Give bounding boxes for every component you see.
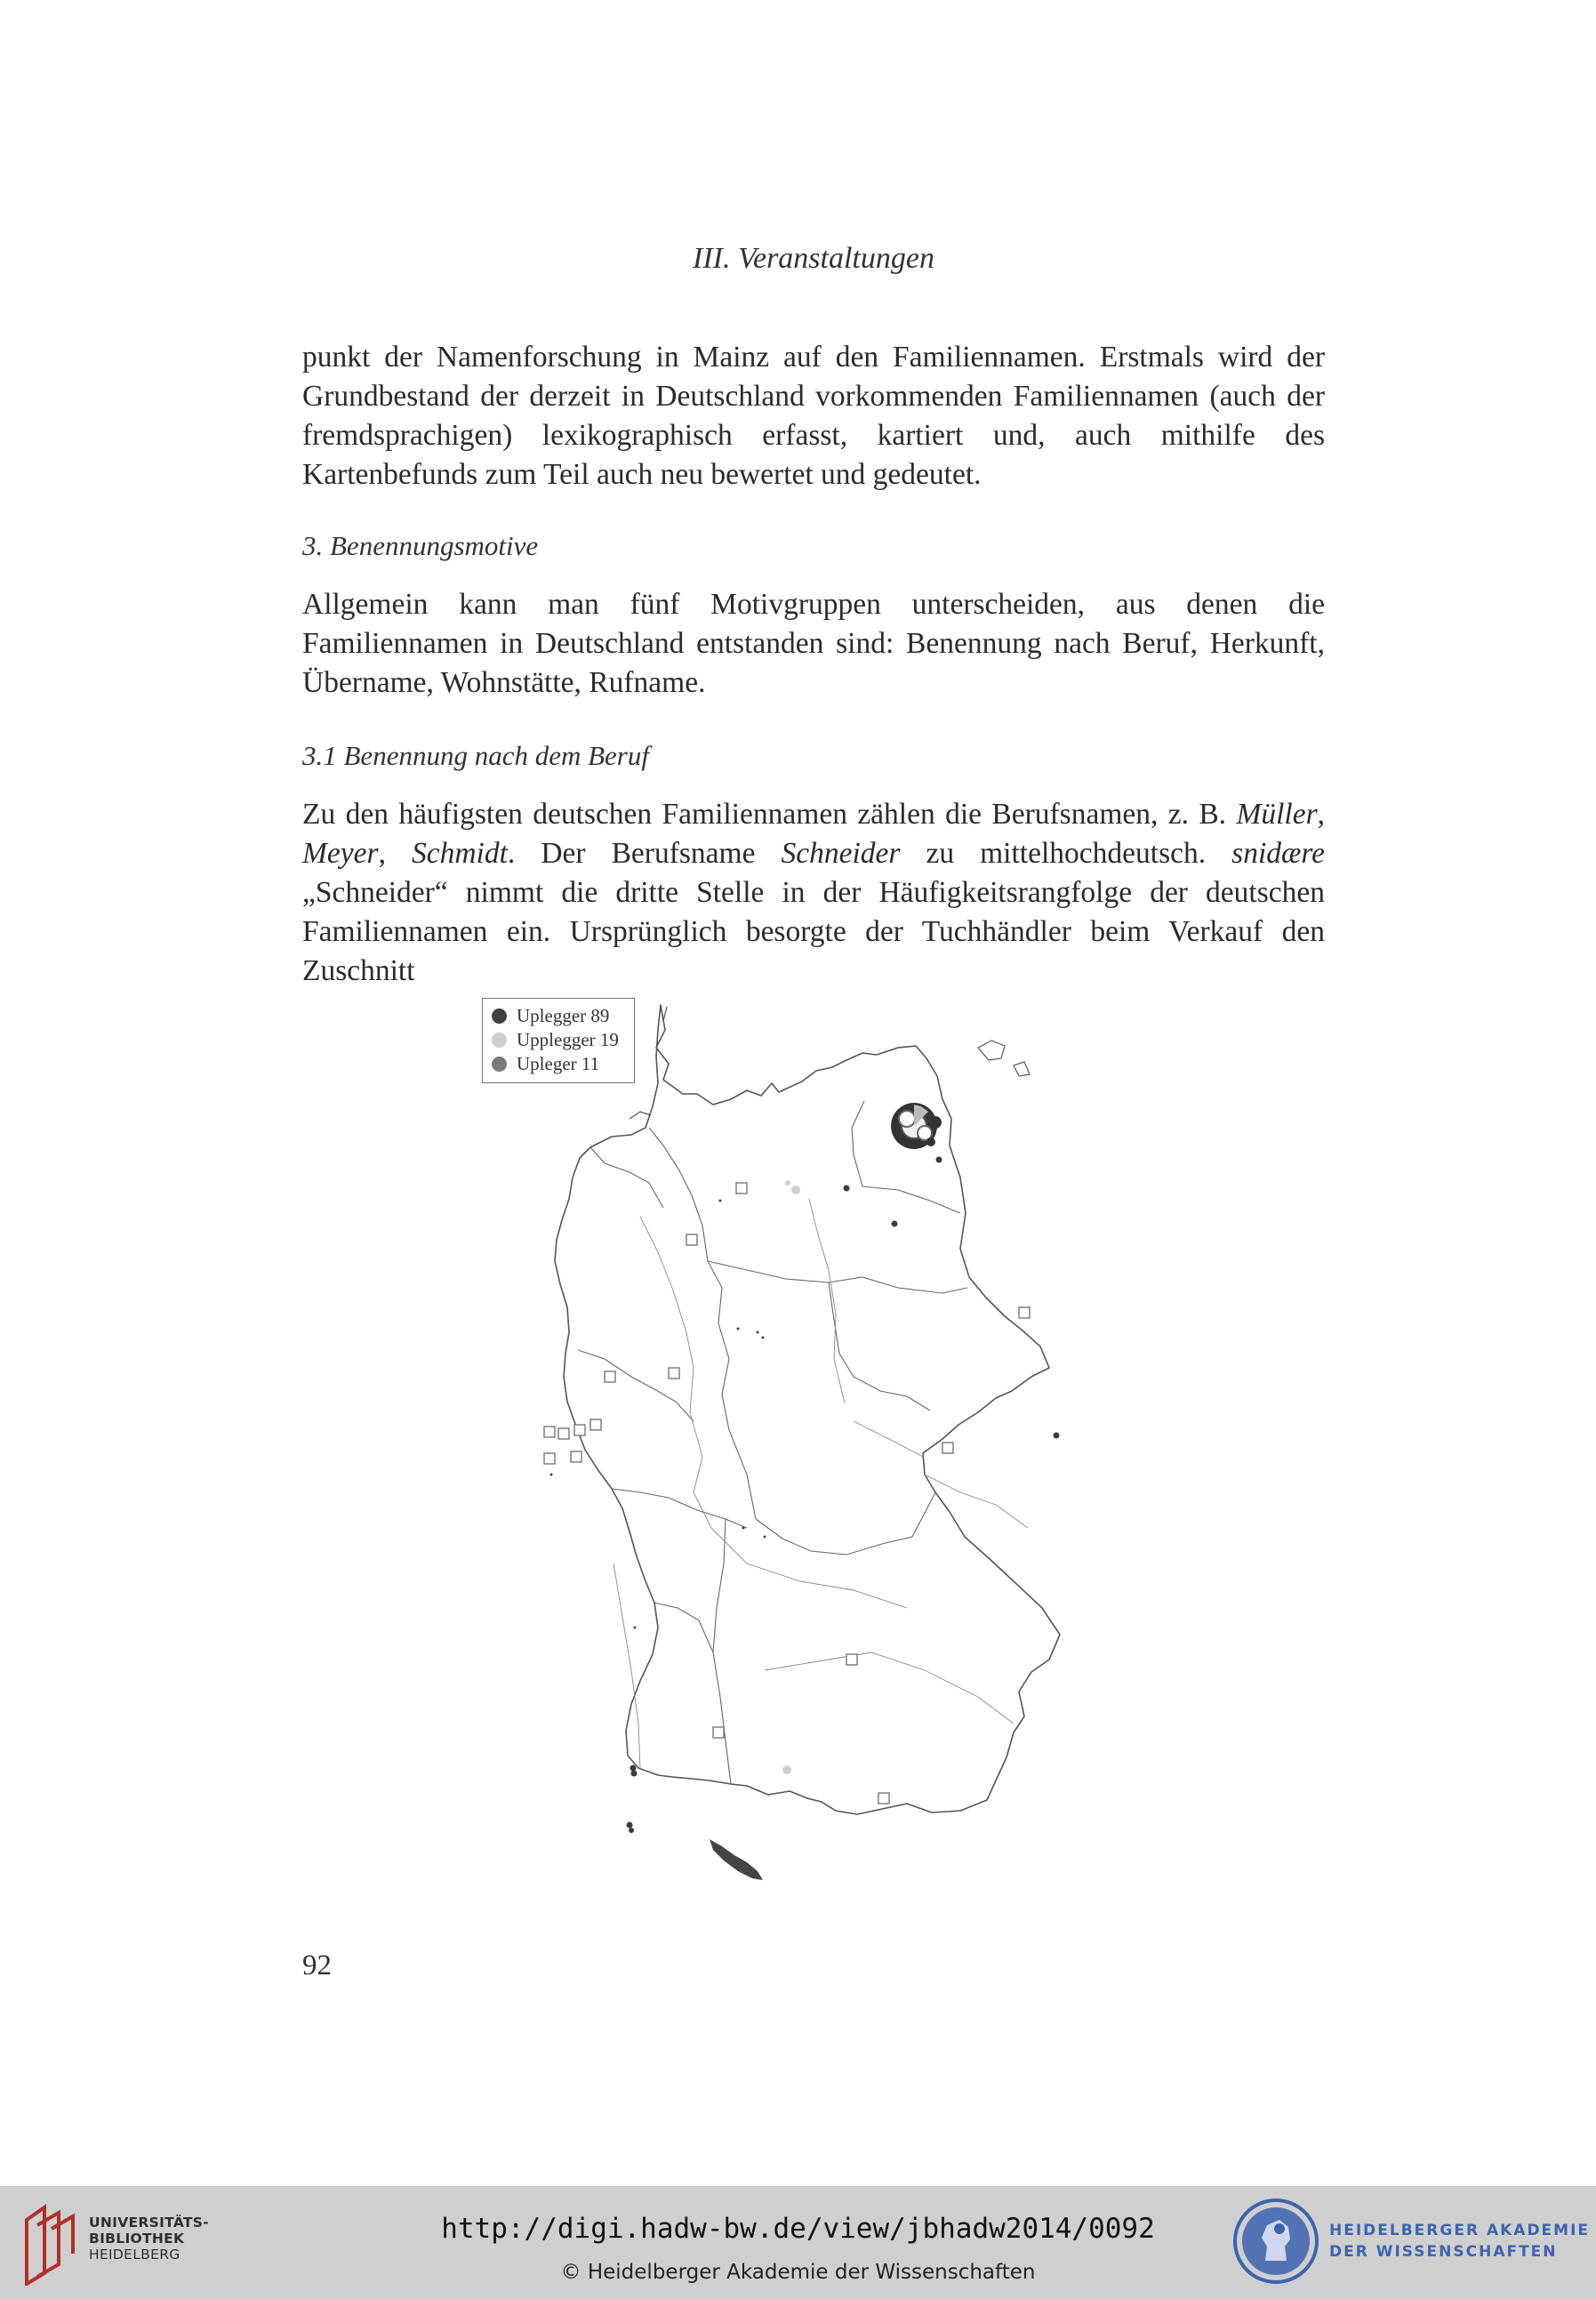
uplegger-cluster <box>891 1103 942 1149</box>
upplegger-dots <box>782 1180 800 1774</box>
legend-item-upleger <box>492 1052 634 1076</box>
p3-text-4: „Schneider“ nimmt die dritte Stelle in der Häufigkeitsrangfolge der deutschen Familiennamen ein. Ursprünglich besorgte der Tuchhändler beim Verkauf den Zuschnitt <box>302 876 1325 987</box>
paragraph-1-text: punkt der Namenforschung in Mainz auf den Familiennamen. Erstmals wird der Grundbestand der derzeit in Deutschland vorkommenden Familiennamen (auch der fremdsprachigen) lexikographisch erfasst, kartiert und, auch mithilfe des Kartenbefunds zum Teil auch neu bewertet und gedeutet. <box>302 341 1325 491</box>
name-schmidt: Schmidt <box>411 837 508 870</box>
copyright-notice: © Heidelberger Akademie der Wissenschaften <box>560 2261 1036 2284</box>
p3-text-1: Zu den häufigsten deutschen Familiennamen zählen die Berufsnamen, z. B. <box>302 798 1237 831</box>
legend-dot-upleger <box>492 1057 507 1072</box>
footer-bar <box>0 2186 1596 2299</box>
word-snidaere: snidære <box>1231 837 1326 870</box>
ub-line-3: HEIDELBERG <box>89 2247 180 2263</box>
name-meyer: Meyer <box>302 837 379 870</box>
hadw-wordmark <box>1329 2220 1590 2263</box>
legend-label-upplegger: Upplegger 19 <box>517 1029 619 1050</box>
ub-line-1: UNIVERSITÄTS- <box>89 2215 210 2231</box>
paragraph-2-text: Allgemein kann man fünf Motivgruppen unterscheiden, aus denen die Familiennamen in Deutschland entstanden sind: Benennung nach Beruf, Herkunft, Übername, Wohnstätte, Rufname. <box>302 588 1325 699</box>
legend-item-uplegger <box>492 1004 634 1028</box>
map-legend <box>482 998 635 1083</box>
name-schneider: Schneider <box>781 837 901 870</box>
section-heading-3 <box>302 530 1325 562</box>
square-markers <box>544 1183 1030 1804</box>
permalink-url[interactable]: http://digi.hadw-bw.de/view/jbhadw2014/0092 <box>441 2213 1155 2245</box>
uplegger-dots <box>627 1157 1060 1834</box>
p3-text-3: zu mittelhochdeutsch. <box>900 837 1232 870</box>
section-heading-3-1-text: 3.1 Benennung nach dem Beruf <box>302 740 649 771</box>
p3-text-2: . Der Berufsname <box>507 837 782 870</box>
p3-sep-2: , <box>378 837 412 870</box>
islands <box>630 1007 1030 1119</box>
page-number: 92 <box>302 1949 332 1981</box>
hadw-line-2: DER WISSENSCHAFTEN <box>1329 2243 1558 2261</box>
section-heading-3-1 <box>302 740 1325 772</box>
paragraph-3 <box>302 795 1325 991</box>
germany-outline <box>555 1005 1060 1814</box>
p3-sep-1: , <box>1317 798 1325 831</box>
lake-constance <box>710 1839 763 1880</box>
state-borders <box>578 1101 967 1784</box>
section-heading-3-text: 3. Benennungsmotive <box>302 530 539 561</box>
legend-label-uplegger: Uplegger 89 <box>517 1005 610 1026</box>
specks <box>550 1200 766 1629</box>
paragraph-2 <box>302 585 1325 703</box>
legend-dot-upplegger <box>492 1033 507 1048</box>
hadw-seal-icon <box>1231 2197 1320 2286</box>
paragraph-1 <box>302 338 1325 494</box>
rivers <box>614 1199 1028 1768</box>
surname-distribution-map <box>480 994 1120 1915</box>
ub-line-2: BIBLIOTHEK <box>89 2231 185 2247</box>
running-head: III. Veranstaltungen <box>693 242 934 275</box>
name-mueller: Müller <box>1236 798 1318 831</box>
legend-dot-uplegger <box>492 1009 507 1024</box>
legend-item-upplegger <box>492 1028 634 1052</box>
legend-label-upleger: Upleger 11 <box>517 1053 600 1074</box>
hadw-line-1: HEIDELBERGER AKADEMIE <box>1329 2222 1591 2239</box>
paragraph-3-text <box>302 795 1325 991</box>
germany-map-svg <box>480 994 1120 1915</box>
